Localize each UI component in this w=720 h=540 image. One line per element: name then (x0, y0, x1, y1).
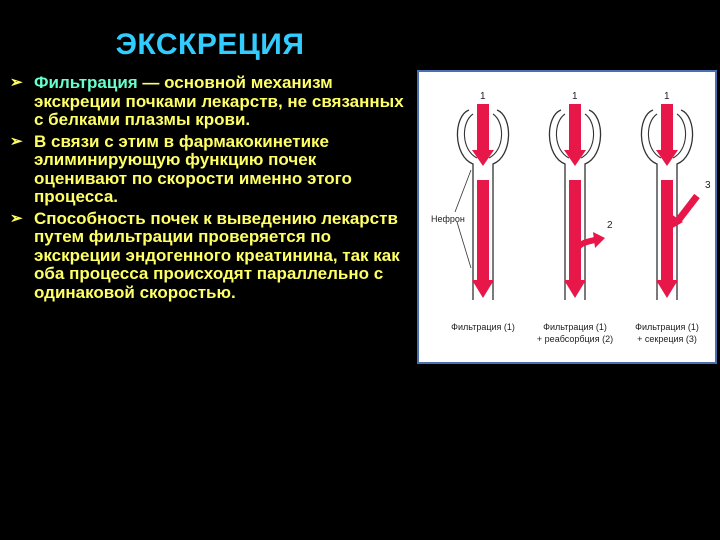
urine-arrowhead (472, 280, 494, 298)
bullet-arrow-icon: ➢ (10, 74, 23, 91)
panel-top-number: 1 (572, 91, 578, 102)
bullet-text: — основной механизм экскреции почками лекарств, не связанных с белками плазмы крови. (34, 73, 404, 129)
reabsorption-arrow (577, 240, 595, 268)
panel-caption-line1: Фильтрация (1) (635, 322, 699, 332)
panel-caption-line1: Фильтрация (1) (543, 322, 607, 332)
bullet-item (8, 133, 408, 207)
filtration-arrowhead (564, 150, 586, 166)
nephron-diagram (417, 70, 717, 364)
urine-arrow-shaft (569, 180, 581, 284)
bullet-arrow-icon: ➢ (10, 209, 23, 227)
urine-arrowhead (564, 280, 586, 298)
filtration-arrowhead (472, 150, 494, 166)
panel-top-number: 1 (664, 91, 670, 102)
bullet-highlight: Фильтрация (34, 73, 138, 92)
secretion-arrow (677, 196, 697, 222)
filtration-arrow-shaft (477, 104, 489, 154)
reabsorption-arrowhead (593, 232, 605, 248)
nephron-diagram-svg (419, 72, 715, 362)
panel-caption-line2: + реабсорбция (2) (536, 334, 614, 344)
panel-caption-line2: + секреция (3) (637, 334, 697, 344)
panel-filtration-reabsorption (537, 91, 613, 344)
filtration-arrow-shaft (569, 104, 581, 154)
panel-side-number: 2 (607, 220, 613, 231)
nephron-label: Нефрон (431, 214, 465, 224)
panel-filtration (451, 91, 515, 332)
bullet-list (8, 74, 408, 305)
filtration-arrow-shaft (661, 104, 673, 154)
panel-side-number: 3 (705, 180, 711, 191)
urine-arrowhead (656, 280, 678, 298)
bullet-item (8, 210, 408, 303)
nephron-pointer-line (457, 222, 471, 268)
urine-arrow-shaft (661, 180, 673, 284)
slide-title: ЭКСКРЕЦИЯ (115, 28, 305, 61)
panel-top-number: 1 (480, 91, 486, 102)
panel-caption: Фильтрация (1) (451, 322, 515, 332)
urine-arrow-shaft (477, 180, 489, 284)
bullet-text: Способность почек к выведению лекарств путем фильтрации проверяется по экскреции эндогенного креатинина, так как оба процесса происходят параллельно с одинаковой скоростью. (34, 208, 400, 302)
bullet-text: В связи с этим в фармакокинетике элиминирующую функцию почек оценивают по скорости именно этого процесса. (34, 131, 352, 206)
bullet-arrow-icon: ➢ (10, 132, 23, 150)
bullet-item (8, 74, 408, 130)
nephron-pointer-line (455, 170, 471, 212)
filtration-arrowhead (656, 150, 678, 166)
panel-filtration-secretion (635, 91, 711, 344)
